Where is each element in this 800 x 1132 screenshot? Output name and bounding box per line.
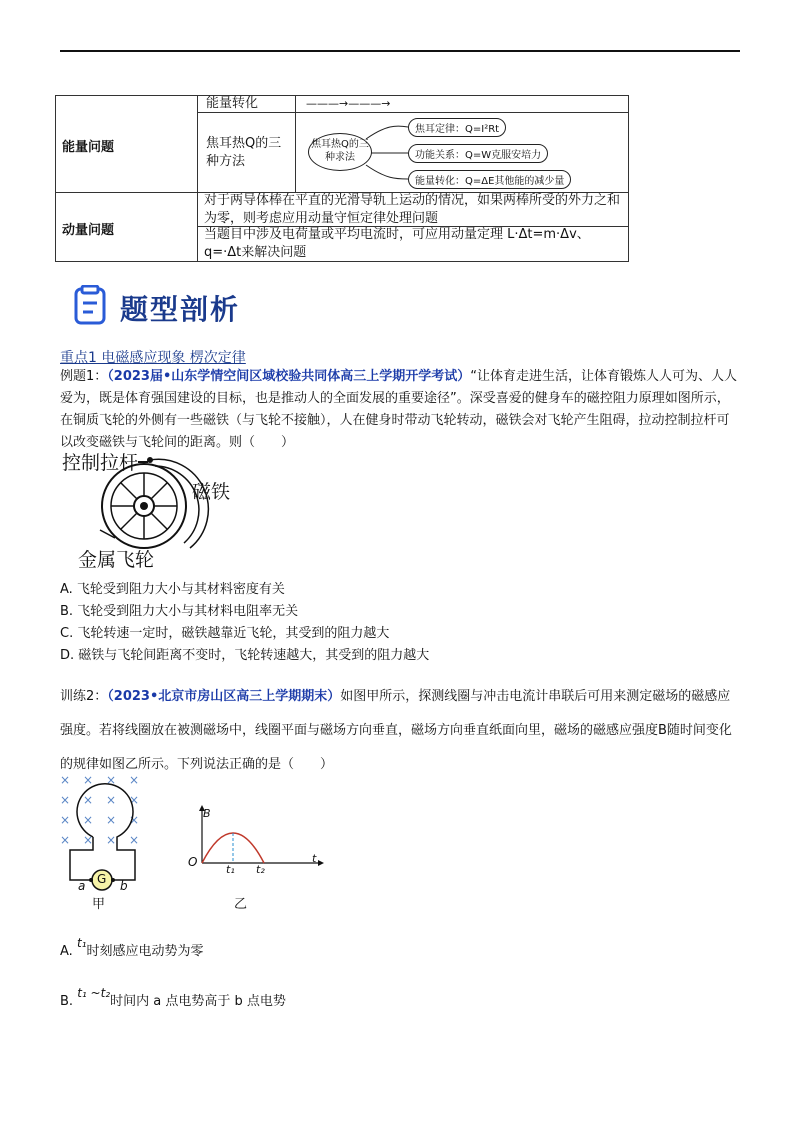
summary-table <box>55 95 629 262</box>
figure-jia-caption: 甲 <box>92 897 106 912</box>
svg-text:×: × <box>129 813 140 827</box>
option-text: 时间内 a 点电势高于 b 点电势 <box>110 994 286 1009</box>
option-a <box>60 936 204 959</box>
question-body: “让体育走进生活，让体育锻炼人人可为、人人爱为，既是体育强国建设的目标，也是推动人的全面发展的重要途径”。深受喜爱的健身车的磁控阻力原理如图所示，在铜质飞轮的外侧有一些磁铁（与飞轮不接触），人在健身时带动飞轮转动，磁铁会对飞轮产生阻碍，拉动控制拉杆可以改变磁铁与飞轮间的距离。则（ ） <box>60 369 738 450</box>
point-a-label: a <box>78 879 86 893</box>
galvanometer-label: G <box>97 872 107 886</box>
table-cell <box>198 193 628 227</box>
svg-text:×: × <box>60 833 71 847</box>
diagram-item: 功能关系：Q=W克服安培力 <box>408 144 548 163</box>
svg-text:×: × <box>106 793 117 807</box>
table-cell <box>198 96 296 113</box>
svg-text:×: × <box>83 813 94 827</box>
diagram-center-oval: 焦耳热Q的三种求法 <box>308 133 372 171</box>
svg-text:×: × <box>60 813 71 827</box>
svg-text:×: × <box>129 833 140 847</box>
svg-text:×: × <box>106 813 117 827</box>
question-1-text <box>60 366 740 454</box>
svg-text:×: × <box>106 833 117 847</box>
wheel-label: 金属飞轮 <box>78 549 155 571</box>
question-label: 例题1： <box>60 369 108 384</box>
question-source: （2023•北京市房山区高三上学期期末） <box>107 689 341 704</box>
t1-label: t₁ <box>226 863 235 876</box>
row-category: 动量问题 <box>62 223 115 238</box>
table-cell-energy <box>56 96 198 193</box>
momentum-text-1: 对于两导体棒在平直的光滑导轨上运动的情况，如果两棒所受的外力之和为零，则考虑应用动量守恒定律处理问题 <box>204 193 621 226</box>
diagram-item: 焦耳定律：Q=I²Rt <box>408 118 506 137</box>
diagram-item: 能量转化：Q=ΔE其他能的减少量 <box>408 170 571 189</box>
document-icon <box>74 285 108 327</box>
topic-heading: 重点1 电磁感应现象 楞次定律 <box>60 350 246 366</box>
option-text: 时刻感应电动势为零 <box>86 944 204 959</box>
table-cell <box>198 113 296 193</box>
section-title: 题型剖析 <box>120 293 241 326</box>
table-cell-momentum <box>56 193 198 261</box>
question-2-text <box>60 680 740 782</box>
option-d: D. 磁铁与飞轮间距离不变时，飞轮转速越大，其受到的阻力越大 <box>60 648 430 663</box>
magnet-label: 磁铁 <box>192 481 231 503</box>
option-c: C. 飞轮转速一定时，磁铁越靠近飞轮，其受到的阻力越大 <box>60 626 390 641</box>
option-a: A. 飞轮受到阻力大小与其材料密度有关 <box>60 582 285 597</box>
row-category: 能量问题 <box>62 140 115 155</box>
axis-t-label: t <box>312 852 317 865</box>
svg-text:×: × <box>106 773 117 787</box>
figure-yi-caption: 乙 <box>234 897 248 912</box>
option-b: B. 飞轮受到阻力大小与其材料电阻率无关 <box>60 604 299 619</box>
point-b-label: b <box>120 879 128 893</box>
svg-text:×: × <box>60 773 71 787</box>
question-body: 如图甲所示，探测线圈与冲击电流计串联后可用来测定磁场的磁感应强度。若将线圈放在被测磁场中，线圈平面与磁场方向垂直，磁场方向垂直纸面向里，磁场的磁感应强度B随时间变化的规律如图乙所示。下列说法正确的是（ ） <box>60 689 732 772</box>
svg-text:×: × <box>83 773 94 787</box>
energy-conversion-value: ———→———→ <box>306 97 391 110</box>
option-math: t₁ <box>76 936 87 950</box>
header-rule <box>60 50 740 52</box>
momentum-text-2: 当题目中涉及电荷量或平均电流时，可应用动量定理 L·Δt=m·Δv、q=·Δt来解决问题 <box>204 227 590 260</box>
rod-label: 控制拉杆 <box>62 452 139 474</box>
joule-heat-diagram <box>296 113 628 193</box>
svg-text:×: × <box>83 833 94 847</box>
question-label: 训练2： <box>60 689 108 704</box>
b-t-graph <box>180 805 325 875</box>
option-b <box>60 986 286 1009</box>
joule-heat-label: 焦耳热Q的三种方法 <box>206 136 282 169</box>
t2-label: t₂ <box>256 863 265 876</box>
svg-text:×: × <box>129 793 140 807</box>
svg-text:×: × <box>129 773 140 787</box>
axis-b-label: B <box>203 807 211 820</box>
svg-text:×: × <box>60 793 71 807</box>
question-source: （2023届•山东学情空间区域校验共同体高三上学期开学考试） <box>107 369 471 384</box>
table-cell <box>198 227 628 261</box>
origin-label: O <box>188 855 198 869</box>
option-prefix: B. <box>60 994 74 1009</box>
table-cell <box>296 96 628 113</box>
option-prefix: A. <box>60 944 73 959</box>
svg-text:×: × <box>83 793 94 807</box>
energy-conversion-label: 能量转化 <box>206 96 259 111</box>
option-math: t₁ ~t₂ <box>77 986 111 1000</box>
